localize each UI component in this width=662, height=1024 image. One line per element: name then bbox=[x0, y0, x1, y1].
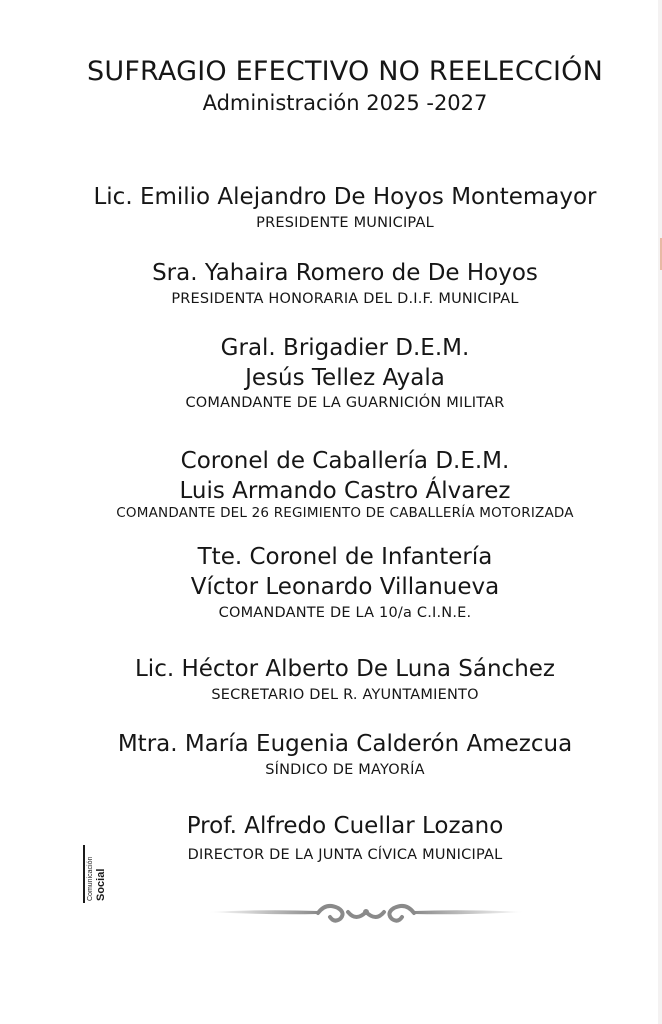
page-title: SUFRAGIO EFECTIVO NO REELECCIÓN bbox=[87, 56, 603, 87]
ornament-divider bbox=[206, 900, 526, 932]
official-role: PRESIDENTA HONORARIA DEL D.I.F. MUNICIPAL bbox=[171, 291, 519, 307]
official-rank: Coronel de Caballería D.E.M. bbox=[180, 448, 510, 474]
official-name: Mtra. María Eugenia Calderón Amezcua bbox=[117, 731, 573, 757]
official-name: Sra. Yahaira Romero de De Hoyos bbox=[152, 260, 538, 286]
official-role: SÍNDICO DE MAYORÍA bbox=[265, 762, 425, 778]
official-role: COMANDANTE DE LA 10/a C.I.N.E. bbox=[218, 605, 472, 621]
official-rank: Tte. Coronel de Infantería bbox=[197, 544, 493, 570]
ornament-right-line bbox=[414, 910, 524, 914]
official-rank: Gral. Brigadier D.E.M. bbox=[220, 335, 470, 361]
official-role: PRESIDENTE MUNICIPAL bbox=[256, 215, 434, 231]
logo-line-1: Comunicación bbox=[87, 856, 94, 901]
official-role: COMANDANTE DEL 26 REGIMIENTO DE CABALLERÍA MOTORIZADA bbox=[116, 505, 574, 521]
ornament-center-dot bbox=[363, 909, 369, 915]
official-name: Luis Armando Castro Álvarez bbox=[179, 478, 511, 504]
official-name: Víctor Leonardo Villanueva bbox=[190, 574, 500, 600]
official-role: SECRETARIO DEL R. AYUNTAMIENTO bbox=[211, 687, 479, 703]
official-role: DIRECTOR DE LA JUNTA CÍVICA MUNICIPAL bbox=[187, 847, 503, 863]
page-subtitle: Administración 2025 -2027 bbox=[202, 91, 488, 115]
official-role: COMANDANTE DE LA GUARNICIÓN MILITAR bbox=[185, 395, 505, 411]
official-name: Jesús Tellez Ayala bbox=[245, 365, 445, 391]
official-name: Lic. Emilio Alejandro De Hoyos Montemayor bbox=[93, 184, 597, 210]
official-name: Prof. Alfredo Cuellar Lozano bbox=[186, 813, 504, 839]
ornament-left-line bbox=[208, 910, 318, 914]
logo-line-2: Social bbox=[95, 868, 107, 901]
logo-bar bbox=[83, 845, 85, 903]
official-name: Lic. Héctor Alberto De Luna Sánchez bbox=[134, 656, 555, 682]
comunicacion-social-logo bbox=[83, 845, 107, 905]
